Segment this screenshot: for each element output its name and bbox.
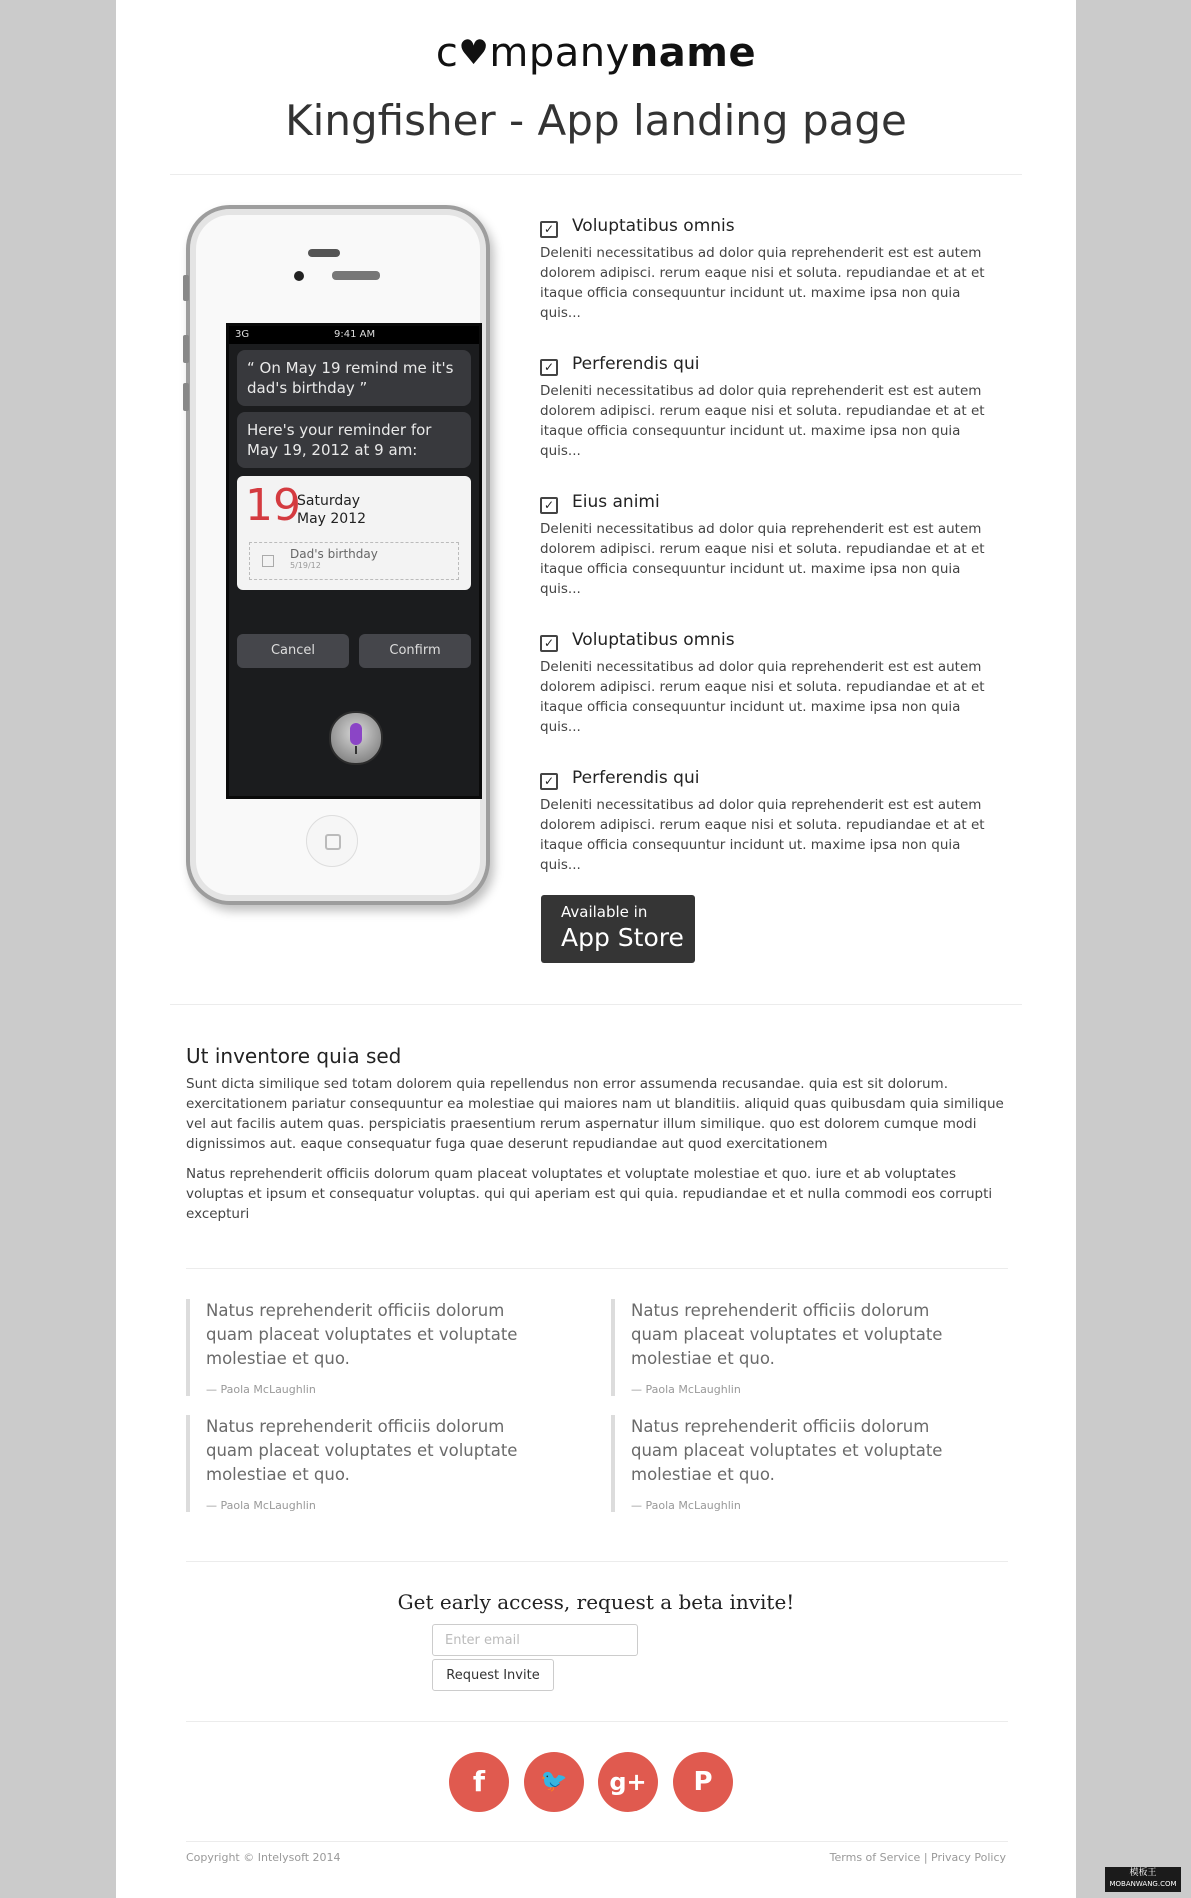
phone-confirm-button: Confirm [359, 634, 471, 668]
testimonial-author: — Paola McLaughlin [631, 1499, 741, 1512]
feature-text: Deleniti necessitatibus ad dolor quia reprehenderit est est autem dolorem adipisci. rerum eaque nisi et soluta. repudiandae et at et itaque officia consequuntur incidunt ut. maxime ipsa non quia quis... [540, 659, 985, 735]
phone-camera [294, 271, 304, 281]
testimonial [186, 1415, 556, 1512]
feature-list [540, 213, 1000, 903]
email-input[interactable] [432, 1624, 638, 1656]
testimonial-quote: Natus reprehenderit officiis dolorum quam placeat voluptates et voluptate molestiae et quo. [631, 1417, 943, 1484]
feature-title: Voluptatibus omnis [572, 630, 735, 650]
reminder-month-year: May 2012 [297, 511, 367, 527]
divider [186, 1561, 1008, 1562]
reminder-card [237, 476, 471, 590]
page [116, 0, 1076, 1898]
feature-title: Perferendis qui [572, 354, 700, 374]
about-section [186, 1044, 1011, 1234]
feature-title: Eius animi [572, 492, 660, 512]
testimonial [186, 1299, 556, 1396]
feature-title: Voluptatibus omnis [572, 216, 735, 236]
siri-request-bubble: “ On May 19 remind me it's dad's birthday ” [237, 350, 471, 406]
checkbox-checked-icon: ✓ [540, 359, 558, 376]
reminder-day-number: 19 [245, 480, 301, 531]
page-title: Kingfisher - App landing page [285, 96, 907, 145]
phone-mute-switch [183, 275, 189, 301]
app-store-button[interactable] [541, 895, 695, 963]
feature-text: Deleniti necessitatibus ad dolor quia reprehenderit est est autem dolorem adipisci. rerum eaque nisi et soluta. repudiandae et at et itaque officia consequuntur incidunt ut. maxime ipsa non quia quis... [540, 245, 985, 321]
testimonial-author: — Paola McLaughlin [631, 1383, 741, 1396]
checkbox-checked-icon: ✓ [540, 497, 558, 514]
app-store-line2: App Store [561, 923, 684, 952]
watermark-line2: MOBANWANG.COM [1109, 1880, 1177, 1888]
status-time: 9:41 AM [334, 329, 376, 340]
checkbox-icon [262, 555, 274, 567]
about-paragraph: Sunt dicta similique sed totam dolorem quia repellendus non error assumenda recusandae. quia est sit dolorum. exercitationem pariatur consequuntur ea molestiae qui maiores nam ut blanditiis. aliquid quas quibusdam quia similique vel aut facilis autem quas. perspiciatis praesentium rerum aspernatur illum similique. quo est dolorem cumque modi dignissimos aut. eaque consequatur fuga quae deserunt repudiandae aut quod exercitationem [186, 1076, 1004, 1152]
testimonial-quote: Natus reprehenderit officiis dolorum quam placeat voluptates et voluptate molestiae et quo. [206, 1301, 518, 1368]
testimonial-author: — Paola McLaughlin [206, 1499, 316, 1512]
divider [186, 1268, 1008, 1269]
siri-response-bubble: Here's your reminder for May 19, 2012 at 9 am: [237, 412, 471, 468]
feature-text: Deleniti necessitatibus ad dolor quia reprehenderit est est autem dolorem adipisci. rerum eaque nisi et soluta. repudiandae et at et itaque officia consequuntur incidunt ut. maxime ipsa non quia quis... [540, 521, 985, 597]
feature-item [540, 765, 1000, 903]
reminder-title: Dad's birthday [290, 547, 378, 561]
checkbox-checked-icon: ✓ [540, 635, 558, 652]
divider [186, 1721, 1008, 1722]
phone-cancel-button: Cancel [237, 634, 349, 668]
reminder-actions [237, 634, 471, 668]
phone-volume-up [183, 335, 189, 363]
feature-item [540, 627, 1000, 765]
footer-links [830, 1851, 1006, 1864]
phone-home-button [306, 815, 358, 867]
facebook-icon[interactable]: f [449, 1752, 509, 1812]
phone-speaker-slot [332, 271, 380, 280]
reminder-item [249, 542, 459, 580]
divider [170, 174, 1022, 175]
feature-item [540, 351, 1000, 489]
phone-earpiece [308, 249, 340, 257]
about-heading: Ut inventore quia sed [186, 1044, 402, 1068]
beta-heading: Get early access, request a beta invite! [397, 1590, 795, 1614]
phone-screen [226, 323, 482, 799]
testimonial-author: — Paola McLaughlin [206, 1383, 316, 1396]
reminder-day-name [297, 492, 366, 528]
testimonial-quote: Natus reprehenderit officiis dolorum quam placeat voluptates et voluptate molestiae et quo. [206, 1417, 518, 1484]
app-store-line1: Available in [561, 903, 648, 921]
divider [186, 1841, 1008, 1842]
phone-mockup [186, 205, 490, 905]
watermark-logo [1105, 1867, 1181, 1892]
footer-separator: | [923, 1851, 928, 1864]
testimonial [611, 1415, 981, 1512]
google-plus-icon[interactable]: g+ [598, 1752, 658, 1812]
feature-text: Deleniti necessitatibus ad dolor quia reprehenderit est est autem dolorem adipisci. rerum eaque nisi et soluta. repudiandae et at et itaque officia consequuntur incidunt ut. maxime ipsa non quia quis... [540, 383, 985, 459]
reminder-weekday: Saturday [297, 493, 361, 509]
privacy-link[interactable]: Privacy Policy [931, 1851, 1006, 1864]
signal-indicator: 3G [235, 329, 250, 340]
feature-text: Deleniti necessitatibus ad dolor quia reprehenderit est est autem dolorem adipisci. rerum eaque nisi et soluta. repudiandae et at et itaque officia consequuntur incidunt ut. maxime ipsa non quia quis... [540, 797, 985, 873]
feature-item [540, 489, 1000, 627]
divider [170, 1004, 1022, 1005]
company-logo[interactable] [116, 30, 1076, 76]
checkbox-checked-icon: ✓ [540, 221, 558, 238]
logo-bold: name [629, 30, 757, 76]
copyright: Copyright © Intelysoft 2014 [186, 1851, 341, 1864]
terms-link[interactable]: Terms of Service [829, 1851, 921, 1864]
pinterest-icon[interactable]: P [673, 1752, 733, 1812]
logo-mid: mpany [489, 30, 630, 76]
testimonial [611, 1299, 981, 1396]
about-paragraph: Natus reprehenderit officiis dolorum quam placeat voluptates et voluptate molestiae et quo. iure et ab voluptates voluptas et ipsum et consequatur voluptas. qui qui aperiam est qui quia. repudiandae et et nulla commodi eos corrupti excepturi [186, 1166, 993, 1222]
siri-mic-icon [329, 711, 383, 765]
feature-title: Perferendis qui [572, 768, 700, 788]
testimonial-quote: Natus reprehenderit officiis dolorum quam placeat voluptates et voluptate molestiae et quo. [631, 1301, 943, 1368]
request-invite-button[interactable]: Request Invite [432, 1659, 554, 1691]
logo-prefix: c [435, 30, 459, 76]
heart-icon: ♥ [458, 33, 490, 73]
checkbox-checked-icon: ✓ [540, 773, 558, 790]
status-bar [229, 326, 479, 344]
phone-volume-down [183, 383, 189, 411]
feature-item [540, 213, 1000, 351]
reminder-date: 5/19/12 [290, 561, 321, 570]
watermark-line1: 模板王 [1129, 1868, 1157, 1878]
twitter-icon[interactable]: 🐦 [524, 1752, 584, 1812]
